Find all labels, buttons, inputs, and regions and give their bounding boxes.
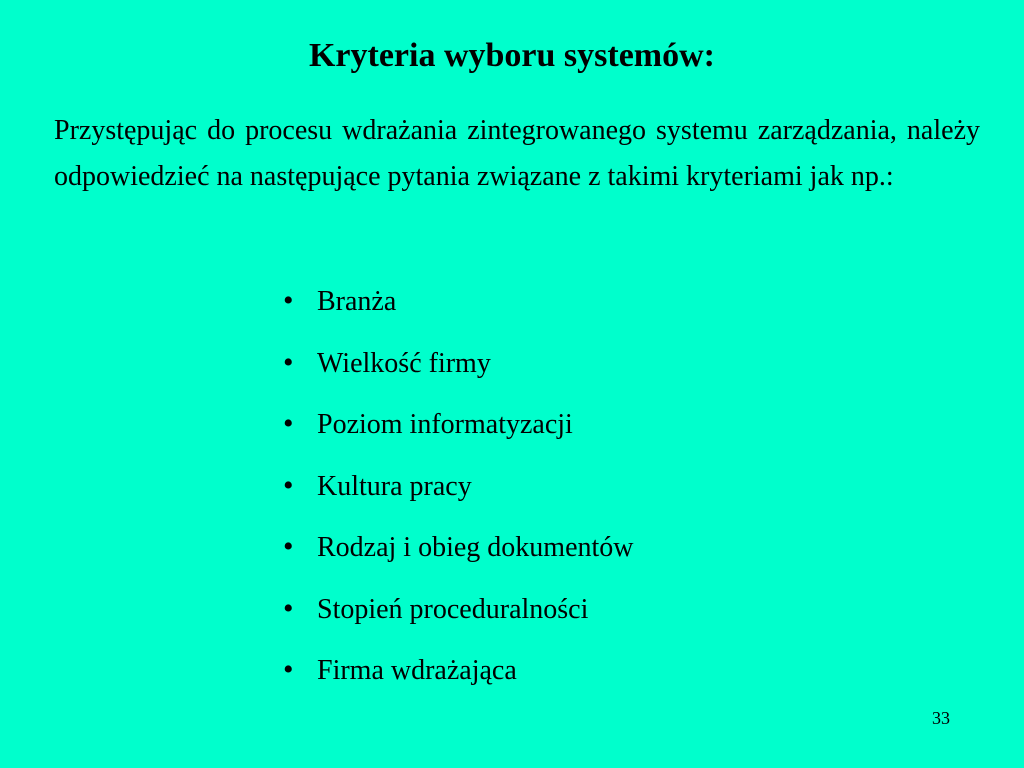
bullet-icon: • — [283, 284, 294, 317]
criteria-list-item — [283, 402, 634, 464]
bullet-icon: • — [283, 468, 294, 502]
criteria-label: Rodzaj i obieg dokumentów — [317, 532, 634, 563]
criteria-label: Kultura pracy — [317, 470, 472, 502]
criteria-list-item — [283, 525, 634, 587]
criteria-label: Poziom informatyzacji — [317, 409, 573, 440]
criteria-label: Stopień proceduralności — [317, 593, 589, 625]
slide-title: Kryteria wyboru systemów: — [308, 37, 716, 74]
criteria-list-item — [283, 648, 634, 710]
criteria-list-item — [283, 341, 634, 403]
bullet-icon: • — [283, 653, 294, 686]
criteria-list — [283, 279, 634, 710]
criteria-label: Wielkość firmy — [317, 347, 491, 379]
bullet-icon: • — [283, 407, 294, 440]
criteria-list-item — [283, 464, 634, 526]
bullet-icon: • — [283, 530, 294, 563]
criteria-label: Firma wdrażająca — [317, 655, 517, 686]
intro-paragraph: Przystępując do procesu wdrażania zintegrowanego systemu zarządzania, należy odpowiedzieć na następujące pytania związane z takimi kryteriami jak np.: — [54, 115, 980, 192]
criteria-label: Branża — [317, 286, 397, 317]
bullet-icon: • — [283, 345, 294, 379]
criteria-list-item — [283, 587, 634, 649]
criteria-list-item — [283, 279, 634, 341]
page-number: 33 — [932, 708, 950, 728]
bullet-icon: • — [283, 591, 294, 625]
